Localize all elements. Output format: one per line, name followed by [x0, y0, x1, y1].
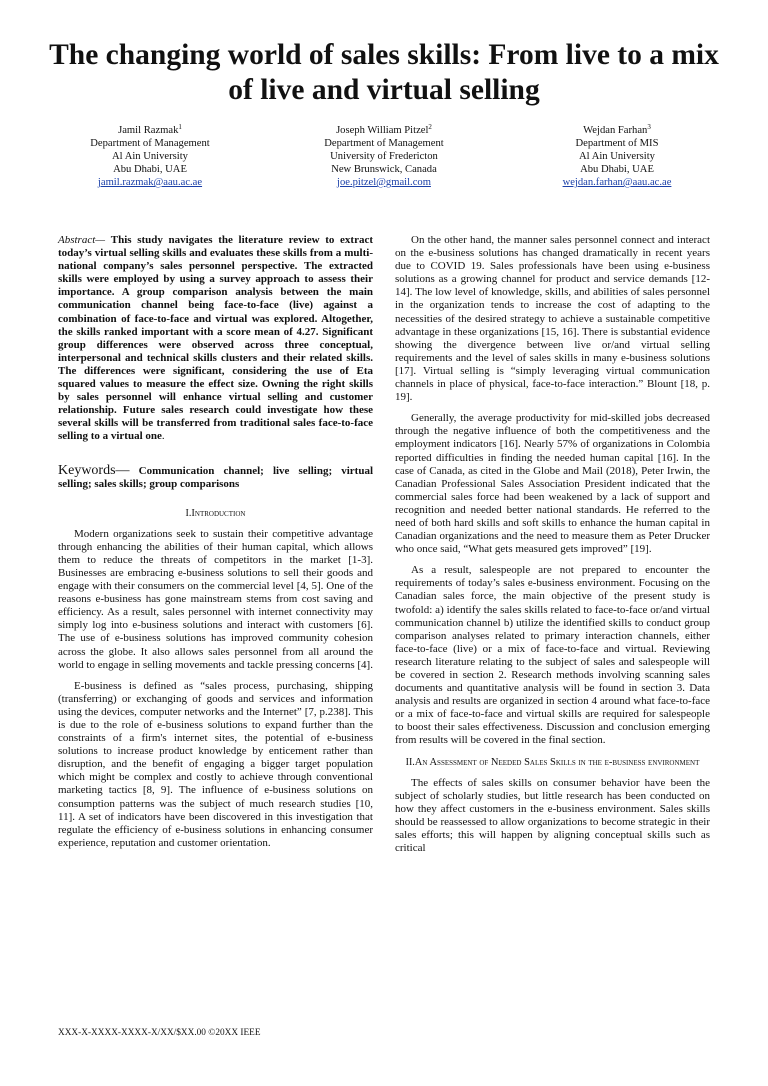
body-paragraph: Modern organizations seek to sustain their competitive advantage through enhancing the abilities of their human capital, which allows them to reduce the threats of competitors in the market [1-3]. Businesses are embracing e-business solutions to sell their goods and engage with their consumers on the commercial level [4, 5]. One of the reasons e-business has gone mainstream stems from cost saving and efficiency. As a result, sales personnel with internet connectivity may simply log into e-business solutions and interact with customers [6]. The use of e-business solutions has improved community cohesion across the globe. It also allows sales personnel from all around the world to engage in selling movements and tackle pressing concerns [4].: [58, 527, 373, 671]
keywords-text: Communication channel; live selling; virtual selling; sales skills; group comparisons: [58, 464, 374, 490]
section-number: I.: [185, 507, 192, 519]
author-organization: Al Ain University: [579, 151, 655, 162]
body-paragraph: As a result, salespeople are not prepared to encounter the requirements of today’s sales e-business environment. Focusing on the Canadian sales force, the main objective of the present study is twofold: a) identify the sales skills related to face-to-face or/and virtual communication channel b) utilize the identified skills to conduct group comparison analyses related to primary interaction channels, either face-to-face (live) or a mix of face-to-face and virtual. Reviewing research literature relating to the subject of sales and salespeople will be covered in section 2. Research methods involving scanning sales documents and quantitative analysis will be found in section 3. Data analysis and results are organized in section 4 around what face-to-face or a mix of face-to-face and virtual skills are required for salespeople to boost their sales effectiveness. Discussion and conclusion emerging from results will be covered in the final section.: [395, 564, 710, 747]
author-organization: University of Fredericton: [330, 151, 438, 162]
author-city: Abu Dhabi, UAE: [580, 164, 654, 175]
author-email-link[interactable]: joe.pitzel@gmail.com: [337, 177, 431, 188]
author-block: [0, 124, 768, 194]
author-department: Department of Management: [324, 138, 444, 149]
abstract-end: .: [161, 430, 165, 443]
section-heading-assessment: [395, 756, 710, 769]
author-affil-number: 2: [428, 123, 432, 131]
paper-title: The changing world of sales skills: From live to a mix of live and virtual selling: [49, 39, 719, 106]
author-name: Jamil Razmak: [118, 125, 179, 136]
author-3: [512, 124, 722, 189]
abstract-text: This study navigates the literature review to extract today’s virtual selling skills and evaluates these skills from a multi-national company’s sales personnel perspective. The extracted skills were employed by using a survey approach to assess their importance. A group comparison analysis between the main communication channel being face-to-face (live) against a combination of face-to-face and virtual was explored. Altogether, the skills ranked important with a score mean of 4.27. Significant group differences were observed across three conceptual, interpersonal and technical skills clusters and their related skills. The differences were significant, considering the use of Eta squared values to measure the effect size. Owning the right skills by sales personnel will enhance virtual selling and customer relationship. Future sales research could investigate how these several skills will be transferred from traditional sales face-to-face selling to a virtual one: [58, 234, 374, 443]
author-email-link[interactable]: jamil.razmak@aau.ac.ae: [97, 177, 203, 188]
abstract: [58, 234, 373, 444]
author-email-link[interactable]: wejdan.farhan@aau.ac.ae: [562, 177, 672, 188]
right-column: [395, 234, 710, 863]
author-department: Department of MIS: [575, 138, 659, 149]
section-title: Introduction: [191, 507, 246, 519]
body-paragraph: On the other hand, the manner sales personnel connect and interact on the e-business solutions has changed dramatically in recent years due to COVID 19. Sales professionals have been using e-business solutions as a growing channel for product and service demands [12-14]. The low level of knowledge, skills, and abilities of sales personnel in the organization tends to increase the cost of adapting to the necessities of the desired strategy to achieve a sustainable competitive advantage in these organizations [15, 16]. There is substantial evidence showing the divergence between live or/and virtual selling requirements and the level of sales skills in many e-business solutions [17]. Virtual selling is “simply leveraging virtual communication channels in place of physical, face-to-face interaction.” Blount [18, p. 19].: [395, 234, 710, 404]
author-1: [45, 124, 255, 189]
left-column: [58, 234, 373, 858]
author-organization: Al Ain University: [112, 151, 188, 162]
body-paragraph: The effects of sales skills on consumer behavior have been the subject of scholarly studies, but little research has been conducted on how they affect customers in the e-business environment. Sales skills should be reassessed to allow organizations to become strategic in their sales efforts; this will happen by aligning conceptual skills such as critical: [395, 776, 710, 855]
author-affil-number: 1: [178, 123, 182, 131]
body-paragraph: E-business is defined as “sales process, purchasing, shipping (transferring) or exchanging of goods and services and information using the devices, computer networks and the Internet” [7, p.238]. This is due to the role of e-business solutions to expand further than the constraints of a firm's internet sites, the potential of e-business solutions to increase product knowledge by enticement rather than disruption, and the benefit of engaging a bigger target population which might be complex and costly to achieve through conventional marketing tactics [8, 9]. The influence of e-business solutions on consumption patterns was the subject of much research studies [10, 11]. A set of indicators have been discovered in this investigation that regulate the efficiency of e-business solutions in enhancing consumer experience, reputation and customer orientation.: [58, 679, 373, 849]
section-title: An Assessment of Needed Sales Skills in the e-business environment: [414, 756, 700, 768]
keywords: [58, 464, 373, 491]
keywords-label: Keywords—: [58, 462, 130, 478]
author-city: Abu Dhabi, UAE: [113, 164, 187, 175]
author-name: Joseph William Pitzel: [336, 125, 429, 136]
author-affil-number: 3: [647, 123, 651, 131]
section-number: II.: [405, 756, 415, 768]
section-heading-introduction: [58, 507, 373, 520]
author-name: Wejdan Farhan: [583, 125, 648, 136]
body-paragraph: Generally, the average productivity for mid-skilled jobs decreased through the negative influence of both the competitiveness and the employment indicators [16]. Nearly 57% of organizations in Colombia reported difficulties in finding the needed human capital [16]. In the case of Canada, as cited in the Globe and Mail (2018), Peter Irwin, the Canadian Professional Sales Association President indicated that the commercial sales force had been weakened by a lack of support and recognition and needed better national standards. He referred to the need of both hard skills and soft skills to enhance the human capital in Canadian organizations and the need to measure them as Peter Drucker who once said, “What gets measured gets improved” [19].: [395, 412, 710, 556]
author-department: Department of Management: [90, 138, 210, 149]
author-city: New Brunswick, Canada: [331, 164, 437, 175]
copyright-footer: XXX-X-XXXX-XXXX-X/XX/$XX.00 ©20XX IEEE: [58, 1028, 261, 1038]
abstract-label: Abstract—: [58, 234, 106, 246]
author-2: [279, 124, 489, 189]
